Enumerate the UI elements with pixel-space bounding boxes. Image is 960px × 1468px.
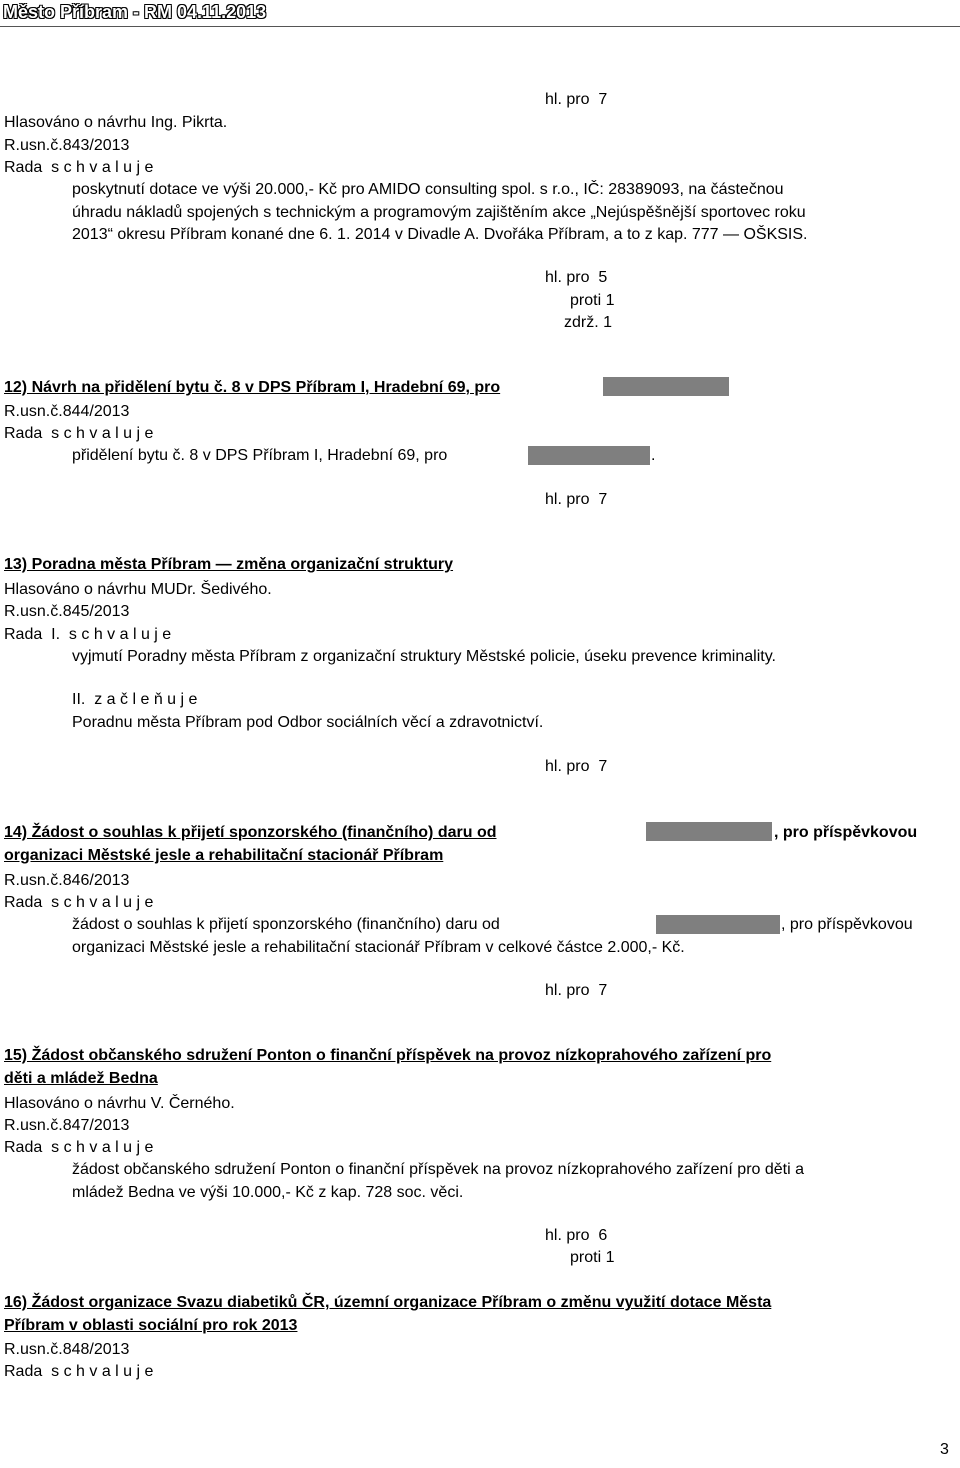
resolution-number: R.usn.č.844/2013 — [4, 403, 130, 420]
section-heading-14: 14) Žádost o souhlas k přijetí sponzorského (finančního) daru od — [4, 824, 497, 841]
vote-pro: hl. pro 5 — [545, 269, 608, 286]
vote-pro: hl. pro 7 — [545, 758, 608, 775]
vote-pro: hl. pro 7 — [545, 982, 608, 999]
decision-line: Rada s c h v a l u j e — [4, 894, 154, 911]
voting-note: Hlasováno o návrhu MUDr. Šedivého. — [4, 581, 272, 598]
decision-line: Rada s c h v a l u j e — [4, 1363, 154, 1380]
resolution-text: Poradnu města Příbram pod Odbor sociálních věcí a zdravotnictví. — [72, 714, 544, 731]
resolution-text: 2013“ okresu Příbram konané dne 6. 1. 2014 v Divadle A. Dvořáka Příbram, a to z kap. 777 — OŠKSIS. — [72, 226, 808, 243]
section-heading-14-tail: , pro příspěvkovou — [774, 824, 918, 841]
vote-pro: hl. pro 6 — [545, 1227, 608, 1244]
resolution-text: žádost o souhlas k přijetí sponzorského (finančního) daru od — [72, 916, 500, 933]
voting-note: Hlasováno o návrhu V. Černého. — [4, 1095, 235, 1112]
section-heading-15: 15) Žádost občanského sdružení Ponton o finanční příspěvek na provoz nízkoprahového zařízení pro — [4, 1047, 772, 1064]
redaction-block — [603, 377, 729, 396]
resolution-text: vyjmutí Poradny města Příbram z organizační struktury Městské policie, úseku prevence kriminality. — [72, 648, 776, 665]
resolution-text: přidělení bytu č. 8 v DPS Příbram I, Hradební 69, pro — [72, 447, 448, 464]
decision-line: Rada s c h v a l u j e — [4, 425, 154, 442]
section-heading-14-line2: organizaci Městské jesle a rehabilitační stacionář Příbram — [4, 847, 444, 864]
resolution-text-end: . — [651, 447, 656, 464]
resolution-text: organizaci Městské jesle a rehabilitační stacionář Příbram v celkové částce 2.000,- Kč. — [72, 939, 685, 956]
resolution-number: R.usn.č.848/2013 — [4, 1341, 130, 1358]
decision-line: II. z a č l e ň u j e — [72, 691, 198, 708]
resolution-number: R.usn.č.845/2013 — [4, 603, 130, 620]
section-heading-13: 13) Poradna města Příbram — změna organizační struktury — [4, 556, 454, 573]
vote-proti: proti 1 — [570, 292, 615, 309]
redaction-block — [656, 915, 780, 934]
vote-pro: hl. pro 7 — [545, 491, 608, 508]
decision-line: Rada s c h v a l u j e — [4, 1139, 154, 1156]
document-title: Město Příbram - RM 04.11.2013 — [3, 2, 267, 22]
section-heading-16-line2: Příbram v oblasti sociální pro rok 2013 — [4, 1317, 298, 1334]
redaction-block — [528, 446, 650, 465]
resolution-text: poskytnutí dotace ve výši 20.000,- Kč pro AMIDO consulting spol. s r.o., IČ: 28389093, na částečnou — [72, 181, 784, 198]
vote-proti: proti 1 — [570, 1249, 615, 1266]
resolution-number: R.usn.č.847/2013 — [4, 1117, 130, 1134]
voting-note: Hlasováno o návrhu Ing. Pikrta. — [4, 114, 228, 131]
vote-zdrz: zdrž. 1 — [564, 314, 613, 331]
redaction-block — [646, 822, 772, 841]
resolution-text: žádost občanského sdružení Ponton o finanční příspěvek na provoz nízkoprahového zařízení pro děti a — [72, 1161, 805, 1178]
resolution-number: R.usn.č.843/2013 — [4, 137, 130, 154]
vote-line: hl. pro 7 — [545, 91, 608, 108]
page-number: 3 — [940, 1441, 949, 1458]
section-heading-16: 16) Žádost organizace Svazu diabetiků ČR, územní organizace Příbram o změnu využití dotace Města — [4, 1294, 772, 1311]
section-heading-12: 12) Návrh na přidělení bytu č. 8 v DPS Příbram I, Hradební 69, pro — [4, 379, 501, 396]
resolution-text: úhradu nákladů spojených s technickým a programovým zajištěním akce „Nejúspěšnější sportovec roku — [72, 204, 806, 221]
decision-line: Rada I. s c h v a l u j e — [4, 626, 172, 643]
decision-line: Rada s c h v a l u j e — [4, 159, 154, 176]
section-heading-15-line2: děti a mládež Bedna — [4, 1070, 158, 1087]
resolution-text-tail: , pro příspěvkovou — [781, 916, 913, 933]
resolution-text: mládež Bedna ve výši 10.000,- Kč z kap. 728 soc. věci. — [72, 1184, 464, 1201]
resolution-number: R.usn.č.846/2013 — [4, 872, 130, 889]
